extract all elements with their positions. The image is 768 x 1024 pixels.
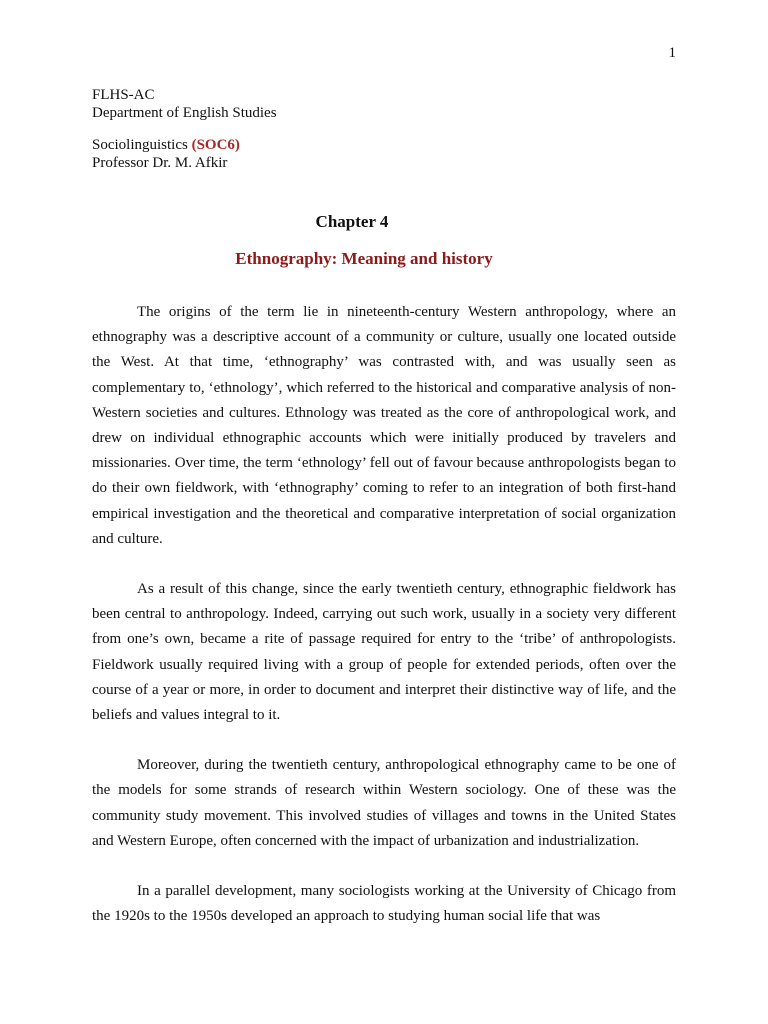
course-line (92, 136, 240, 154)
chapter-title: Ethnography: Meaning and history (235, 249, 493, 268)
paragraph-1: The origins of the term lie in nineteenth-century Western anthropology, where an ethnography was a descriptive account of a community or culture, usually one located outside the West. At that time, ‘ethnography’ was contrasted with, and was usually seen as complementary to, ‘ethnology’, which referred to the historical and comparative analysis of non-Western societies and cultures. Ethnology was treated as the core of anthropological work, and drew on individual ethnographic accounts which were initially produced by travelers and missionaries. Over time, the term ‘ethnology’ fell out of favour because anthropologists began to do their own fieldwork, with ‘ethnography’ coming to refer to an integration of both first-hand empirical investigation and the theoretical and comparative interpretation of social organization and culture. (92, 304, 676, 547)
course-code: (SOC6) (191, 137, 240, 153)
course-name: Sociolinguistics (92, 137, 188, 153)
page-number: 1 (668, 45, 676, 61)
paragraph-4: In a parallel development, many sociologists working at the University of Chicago from the 1920s to the 1950s developed an approach to studying human social life that was (92, 883, 676, 925)
chapter-heading (0, 212, 768, 232)
paragraph-2: As a result of this change, since the early twentieth century, ethnographic fieldwork has been central to anthropology. Indeed, carrying out such work, usually in a society very different from one’s own, became a rite of passage required for entry to the ‘tribe’ of anthropologists. Fieldwork usually required living with a group of people for extended periods, often over the course of a year or more, in order to document and interpret their distinctive way of life, and the beliefs and values integral to it. (92, 581, 676, 724)
paragraph-3: Moreover, during the twentieth century, anthropological ethnography came to be one of the models for some strands of research within Western sociology. One of these was the community study movement. This involved studies of villages and towns in the United States and Western Europe, often concerned with the impact of urbanization and industrialization. (92, 757, 676, 849)
chapter-label: Chapter 4 (315, 212, 389, 231)
institution-name: FLHS-AC (92, 87, 155, 103)
course-info (92, 136, 240, 172)
chapter-title-wrap (0, 249, 768, 269)
document-header (92, 86, 277, 122)
department-name: Department of English Studies (92, 105, 277, 121)
body-text (92, 300, 676, 954)
professor-name: Professor Dr. M. Afkir (92, 155, 228, 171)
